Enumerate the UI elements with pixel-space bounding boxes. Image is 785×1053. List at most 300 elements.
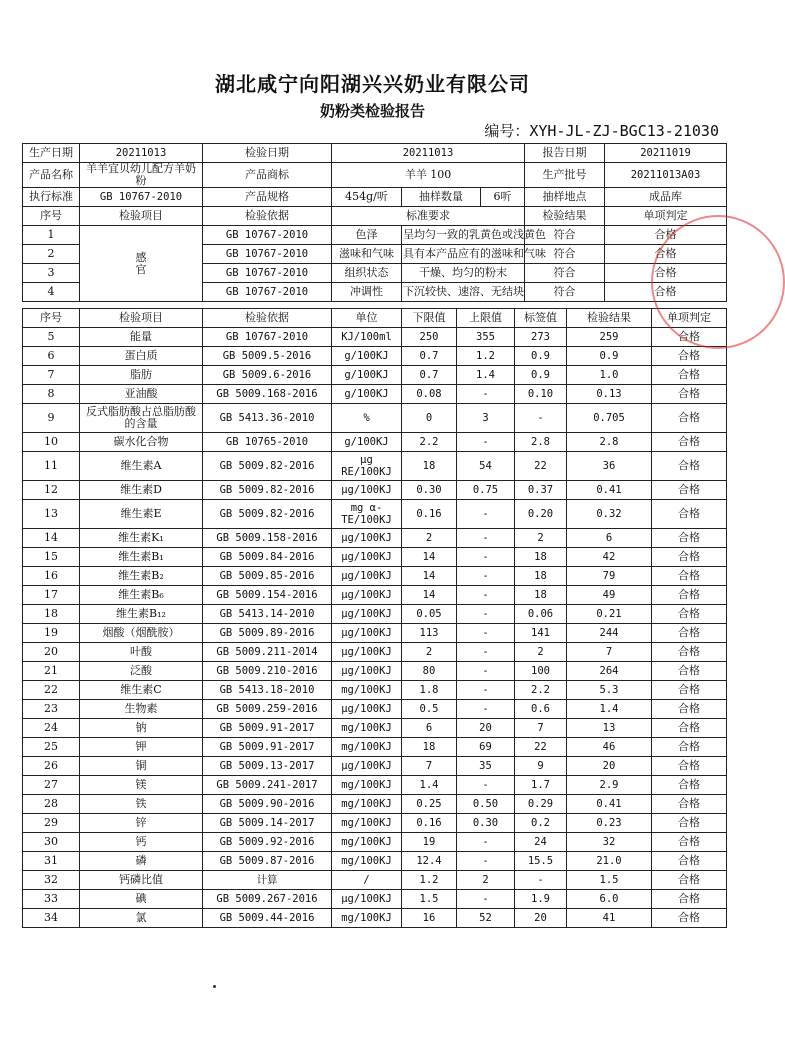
row-upper: -	[457, 433, 515, 452]
row-result: 1.5	[567, 871, 652, 890]
row-basis: GB 5009.158-2016	[203, 529, 332, 548]
row-upper: 3	[457, 404, 515, 433]
row-item: 烟酸（烟酰胺）	[80, 624, 203, 643]
row-result: 21.0	[567, 852, 652, 871]
row-item: 磷	[80, 852, 203, 871]
row-attr: 滋味和气味	[332, 245, 402, 264]
row-lower: 19	[402, 833, 457, 852]
row-no: 15	[23, 548, 80, 567]
row-judgement: 合格	[652, 643, 727, 662]
test-row	[23, 757, 727, 776]
row-no: 14	[23, 529, 80, 548]
row-judgement: 合格	[652, 586, 727, 605]
prod-date-value: 20211013	[80, 144, 203, 163]
row-unit: mg α-TE/100KJ	[332, 500, 402, 529]
row-label-value: 0.20	[515, 500, 567, 529]
row-result: 46	[567, 738, 652, 757]
row-item: 泛酸	[80, 662, 203, 681]
row-lower: 2.2	[402, 433, 457, 452]
row-basis: GB 5009.5-2016	[203, 347, 332, 366]
row-unit: %	[332, 404, 402, 433]
row-upper: -	[457, 500, 515, 529]
row-item: 维生素E	[80, 500, 203, 529]
row-lower: 0.7	[402, 347, 457, 366]
test-row	[23, 366, 727, 385]
document-number: 编号：XYH-JL-ZJ-BGC13-21030	[484, 122, 719, 140]
row-basis: GB 5413.14-2010	[203, 605, 332, 624]
row-unit: mg/100KJ	[332, 909, 402, 928]
row-item: 亚油酸	[80, 385, 203, 404]
row-judgement: 合格	[652, 909, 727, 928]
header-no: 序号	[23, 207, 80, 226]
row-unit: μg/100KJ	[332, 481, 402, 500]
row-judgement: 合格	[605, 264, 727, 283]
row-no: 4	[23, 283, 80, 302]
row-no: 24	[23, 719, 80, 738]
row-unit: μg/100KJ	[332, 605, 402, 624]
row-result: 36	[567, 452, 652, 481]
row-result: 符合	[525, 226, 605, 245]
test-header-row	[23, 309, 727, 328]
row-no: 9	[23, 404, 80, 433]
row-result: 20	[567, 757, 652, 776]
row-judgement: 合格	[652, 404, 727, 433]
row-no: 7	[23, 366, 80, 385]
header-judgement: 单项判定	[652, 309, 727, 328]
report-date-label: 报告日期	[525, 144, 605, 163]
info-row-1	[23, 144, 727, 163]
row-label-value: -	[515, 404, 567, 433]
report-date-value: 20211019	[605, 144, 727, 163]
row-upper: -	[457, 529, 515, 548]
test-row	[23, 529, 727, 548]
row-item: 维生素B₆	[80, 586, 203, 605]
row-judgement: 合格	[652, 481, 727, 500]
sensory-row	[23, 226, 727, 245]
info-and-sensory-table	[22, 143, 727, 302]
header-item: 检验项目	[80, 309, 203, 328]
row-item: 脂肪	[80, 366, 203, 385]
header-lower: 下限值	[402, 309, 457, 328]
row-item: 维生素B₂	[80, 567, 203, 586]
row-upper: -	[457, 586, 515, 605]
row-unit: mg/100KJ	[332, 814, 402, 833]
row-result: 0.13	[567, 385, 652, 404]
row-result: 6.0	[567, 890, 652, 909]
test-row	[23, 481, 727, 500]
row-no: 3	[23, 264, 80, 283]
row-requirement: 具有本产品应有的滋味和气味	[402, 245, 525, 264]
row-result: 7	[567, 643, 652, 662]
row-basis: GB 10767-2010	[203, 264, 332, 283]
row-judgement: 合格	[652, 433, 727, 452]
row-lower: 0.5	[402, 700, 457, 719]
row-lower: 0.30	[402, 481, 457, 500]
row-unit: KJ/100ml	[332, 328, 402, 347]
row-label-value: 2	[515, 529, 567, 548]
row-result: 符合	[525, 264, 605, 283]
spec-value: 454g/听	[332, 188, 402, 207]
row-label-value: 2.2	[515, 681, 567, 700]
row-item: 维生素B₁	[80, 548, 203, 567]
row-judgement: 合格	[652, 700, 727, 719]
row-item: 蛋白质	[80, 347, 203, 366]
row-upper: -	[457, 776, 515, 795]
row-lower: 113	[402, 624, 457, 643]
row-upper: -	[457, 681, 515, 700]
row-unit: g/100KJ	[332, 385, 402, 404]
row-upper: 52	[457, 909, 515, 928]
header-basis: 检验依据	[203, 207, 332, 226]
row-item: 维生素D	[80, 481, 203, 500]
row-lower: 16	[402, 909, 457, 928]
row-label-value: 20	[515, 909, 567, 928]
row-judgement: 合格	[652, 605, 727, 624]
header-no: 序号	[23, 309, 80, 328]
row-no: 20	[23, 643, 80, 662]
header-item: 检验项目	[80, 207, 203, 226]
test-row	[23, 814, 727, 833]
row-no: 32	[23, 871, 80, 890]
sensory-header-row	[23, 207, 727, 226]
batch-label: 生产批号	[525, 163, 605, 188]
row-upper: 0.75	[457, 481, 515, 500]
row-item: 钾	[80, 738, 203, 757]
row-upper: 1.2	[457, 347, 515, 366]
row-attr: 冲调性	[332, 283, 402, 302]
test-row	[23, 681, 727, 700]
row-label-value: 9	[515, 757, 567, 776]
header-result: 检验结果	[525, 207, 605, 226]
row-item: 维生素C	[80, 681, 203, 700]
row-basis: GB 5009.154-2016	[203, 586, 332, 605]
row-unit: mg/100KJ	[332, 776, 402, 795]
row-lower: 2	[402, 529, 457, 548]
row-judgement: 合格	[652, 366, 727, 385]
row-lower: 14	[402, 548, 457, 567]
row-item: 钠	[80, 719, 203, 738]
row-basis: GB 10767-2010	[203, 245, 332, 264]
row-unit: g/100KJ	[332, 347, 402, 366]
row-lower: 80	[402, 662, 457, 681]
row-basis: GB 5009.87-2016	[203, 852, 332, 871]
report-title: 奶粉类检验报告	[319, 102, 425, 120]
test-row	[23, 433, 727, 452]
row-no: 34	[23, 909, 80, 928]
row-unit: mg/100KJ	[332, 852, 402, 871]
row-no: 10	[23, 433, 80, 452]
row-unit: μg/100KJ	[332, 567, 402, 586]
test-row	[23, 890, 727, 909]
row-item: 能量	[80, 328, 203, 347]
test-row	[23, 738, 727, 757]
row-result: 1.4	[567, 700, 652, 719]
row-result: 符合	[525, 283, 605, 302]
header-unit: 单位	[332, 309, 402, 328]
row-no: 33	[23, 890, 80, 909]
row-result: 79	[567, 567, 652, 586]
row-judgement: 合格	[652, 795, 727, 814]
row-label-value: 18	[515, 567, 567, 586]
scan-speck	[213, 985, 216, 988]
test-row	[23, 385, 727, 404]
row-upper: 0.50	[457, 795, 515, 814]
row-label-value: 0.2	[515, 814, 567, 833]
row-label-value: 7	[515, 719, 567, 738]
brand-label: 产品商标	[203, 163, 332, 188]
row-basis: GB 10767-2010	[203, 226, 332, 245]
test-row	[23, 643, 727, 662]
row-upper: -	[457, 662, 515, 681]
row-basis: GB 5009.259-2016	[203, 700, 332, 719]
row-basis: GB 5009.168-2016	[203, 385, 332, 404]
row-upper: 20	[457, 719, 515, 738]
row-lower: 0.7	[402, 366, 457, 385]
row-basis: GB 5009.91-2017	[203, 719, 332, 738]
row-basis: GB 5009.82-2016	[203, 481, 332, 500]
product-name-value: 羊羊宜贝幼儿配方羊奶粉	[80, 163, 203, 188]
row-no: 6	[23, 347, 80, 366]
header-result: 检验结果	[567, 309, 652, 328]
row-lower: 0.25	[402, 795, 457, 814]
row-basis: GB 10765-2010	[203, 433, 332, 452]
test-row	[23, 548, 727, 567]
row-lower: 0.08	[402, 385, 457, 404]
row-label-value: 0.9	[515, 347, 567, 366]
row-lower: 6	[402, 719, 457, 738]
row-label-value: 18	[515, 548, 567, 567]
row-unit: mg/100KJ	[332, 833, 402, 852]
row-result: 41	[567, 909, 652, 928]
row-judgement: 合格	[652, 738, 727, 757]
row-judgement: 合格	[605, 226, 727, 245]
row-lower: 2	[402, 643, 457, 662]
row-basis: GB 5009.13-2017	[203, 757, 332, 776]
row-lower: 0.05	[402, 605, 457, 624]
row-lower: 0.16	[402, 814, 457, 833]
test-row	[23, 347, 727, 366]
row-upper: -	[457, 624, 515, 643]
row-no: 5	[23, 328, 80, 347]
row-result: 0.32	[567, 500, 652, 529]
row-upper: 69	[457, 738, 515, 757]
row-attr: 组织状态	[332, 264, 402, 283]
row-no: 17	[23, 586, 80, 605]
row-result: 2.8	[567, 433, 652, 452]
header-judgement: 单项判定	[605, 207, 727, 226]
header-upper: 上限值	[457, 309, 515, 328]
row-item: 氯	[80, 909, 203, 928]
row-basis: 计算	[203, 871, 332, 890]
row-basis: GB 5009.89-2016	[203, 624, 332, 643]
row-no: 2	[23, 245, 80, 264]
row-upper: 0.30	[457, 814, 515, 833]
row-label-value: 15.5	[515, 852, 567, 871]
row-basis: GB 5413.18-2010	[203, 681, 332, 700]
row-lower: 0.16	[402, 500, 457, 529]
row-judgement: 合格	[605, 245, 727, 264]
test-row	[23, 605, 727, 624]
row-basis: GB 5009.44-2016	[203, 909, 332, 928]
row-upper: -	[457, 852, 515, 871]
row-unit: /	[332, 871, 402, 890]
row-item: 钙	[80, 833, 203, 852]
row-unit: μg/100KJ	[332, 548, 402, 567]
row-label-value: 22	[515, 738, 567, 757]
row-judgement: 合格	[652, 347, 727, 366]
row-basis: GB 5009.82-2016	[203, 500, 332, 529]
test-row	[23, 328, 727, 347]
row-judgement: 合格	[652, 452, 727, 481]
row-result: 0.41	[567, 795, 652, 814]
row-no: 11	[23, 452, 80, 481]
test-row	[23, 624, 727, 643]
row-no: 21	[23, 662, 80, 681]
row-result: 32	[567, 833, 652, 852]
row-lower: 1.4	[402, 776, 457, 795]
batch-value: 20211013A03	[605, 163, 727, 188]
row-judgement: 合格	[652, 814, 727, 833]
row-item: 反式脂肪酸占总脂肪酸的含量	[80, 404, 203, 433]
row-item: 铁	[80, 795, 203, 814]
row-no: 1	[23, 226, 80, 245]
sample-loc-label: 抽样地点	[525, 188, 605, 207]
row-unit: mg/100KJ	[332, 795, 402, 814]
test-row	[23, 795, 727, 814]
inspection-seal	[651, 215, 785, 349]
row-judgement: 合格	[652, 757, 727, 776]
test-row	[23, 852, 727, 871]
row-unit: mg/100KJ	[332, 719, 402, 738]
row-no: 26	[23, 757, 80, 776]
row-basis: GB 5009.91-2017	[203, 738, 332, 757]
row-lower: 1.8	[402, 681, 457, 700]
row-basis: GB 5009.92-2016	[203, 833, 332, 852]
row-no: 31	[23, 852, 80, 871]
test-rows	[23, 328, 727, 928]
test-row	[23, 500, 727, 529]
row-item: 维生素B₁₂	[80, 605, 203, 624]
row-no: 25	[23, 738, 80, 757]
sample-qty-label: 抽样数量	[402, 188, 481, 207]
row-result: 5.3	[567, 681, 652, 700]
row-result: 259	[567, 328, 652, 347]
test-results-table	[22, 308, 727, 928]
row-label-value: 2	[515, 643, 567, 662]
row-label-value: 0.6	[515, 700, 567, 719]
row-judgement: 合格	[605, 283, 727, 302]
row-lower: 7	[402, 757, 457, 776]
row-judgement: 合格	[652, 529, 727, 548]
test-row	[23, 776, 727, 795]
row-result: 0.41	[567, 481, 652, 500]
row-basis: GB 5009.267-2016	[203, 890, 332, 909]
row-judgement: 合格	[652, 852, 727, 871]
row-upper: 35	[457, 757, 515, 776]
row-item: 叶酸	[80, 643, 203, 662]
header-label-value: 标签值	[515, 309, 567, 328]
test-row	[23, 909, 727, 928]
test-row	[23, 567, 727, 586]
row-upper: -	[457, 385, 515, 404]
row-unit: μg RE/100KJ	[332, 452, 402, 481]
row-result: 0.23	[567, 814, 652, 833]
row-item: 维生素A	[80, 452, 203, 481]
row-lower: 1.5	[402, 890, 457, 909]
row-label-value: -	[515, 871, 567, 890]
row-lower: 14	[402, 586, 457, 605]
test-row	[23, 404, 727, 433]
row-judgement: 合格	[652, 624, 727, 643]
row-lower: 14	[402, 567, 457, 586]
row-no: 16	[23, 567, 80, 586]
row-result: 6	[567, 529, 652, 548]
row-basis: GB 5009.84-2016	[203, 548, 332, 567]
row-basis: GB 10767-2010	[203, 328, 332, 347]
row-upper: -	[457, 890, 515, 909]
row-lower: 1.2	[402, 871, 457, 890]
test-row	[23, 586, 727, 605]
header-basis: 检验依据	[203, 309, 332, 328]
row-unit: μg/100KJ	[332, 624, 402, 643]
row-basis: GB 5009.241-2017	[203, 776, 332, 795]
row-requirement: 下沉较快、速溶、无结块	[402, 283, 525, 302]
row-unit: μg/100KJ	[332, 643, 402, 662]
company-name: 湖北咸宁向阳湖兴兴奶业有限公司	[215, 72, 530, 96]
row-unit: g/100KJ	[332, 433, 402, 452]
spec-label: 产品规格	[203, 188, 332, 207]
row-lower: 18	[402, 452, 457, 481]
row-item: 碘	[80, 890, 203, 909]
row-no: 29	[23, 814, 80, 833]
row-unit: μg/100KJ	[332, 662, 402, 681]
insp-date-value: 20211013	[332, 144, 525, 163]
row-label-value: 1.7	[515, 776, 567, 795]
test-row	[23, 871, 727, 890]
row-judgement: 合格	[652, 719, 727, 738]
row-basis: GB 5009.211-2014	[203, 643, 332, 662]
row-item: 钙磷比值	[80, 871, 203, 890]
row-lower: 250	[402, 328, 457, 347]
row-attr: 色泽	[332, 226, 402, 245]
row-judgement: 合格	[652, 567, 727, 586]
row-judgement: 合格	[652, 871, 727, 890]
row-label-value: 141	[515, 624, 567, 643]
row-unit: mg/100KJ	[332, 681, 402, 700]
row-unit: g/100KJ	[332, 366, 402, 385]
row-unit: μg/100KJ	[332, 700, 402, 719]
header-requirement: 标准要求	[332, 207, 525, 226]
row-judgement: 合格	[652, 548, 727, 567]
row-unit: μg/100KJ	[332, 529, 402, 548]
product-name-label: 产品名称	[23, 163, 80, 188]
row-upper: -	[457, 833, 515, 852]
standard-value: GB 10767-2010	[80, 188, 203, 207]
info-row-3	[23, 188, 727, 207]
row-judgement: 合格	[652, 833, 727, 852]
row-no: 12	[23, 481, 80, 500]
row-basis: GB 5413.36-2010	[203, 404, 332, 433]
row-result: 264	[567, 662, 652, 681]
row-requirement: 干燥、均匀的粉末	[402, 264, 525, 283]
row-item: 镁	[80, 776, 203, 795]
row-result: 0.9	[567, 347, 652, 366]
row-label-value: 0.37	[515, 481, 567, 500]
sample-loc-value: 成品库	[605, 188, 727, 207]
row-label-value: 0.29	[515, 795, 567, 814]
row-upper: -	[457, 605, 515, 624]
info-row-2	[23, 163, 727, 188]
